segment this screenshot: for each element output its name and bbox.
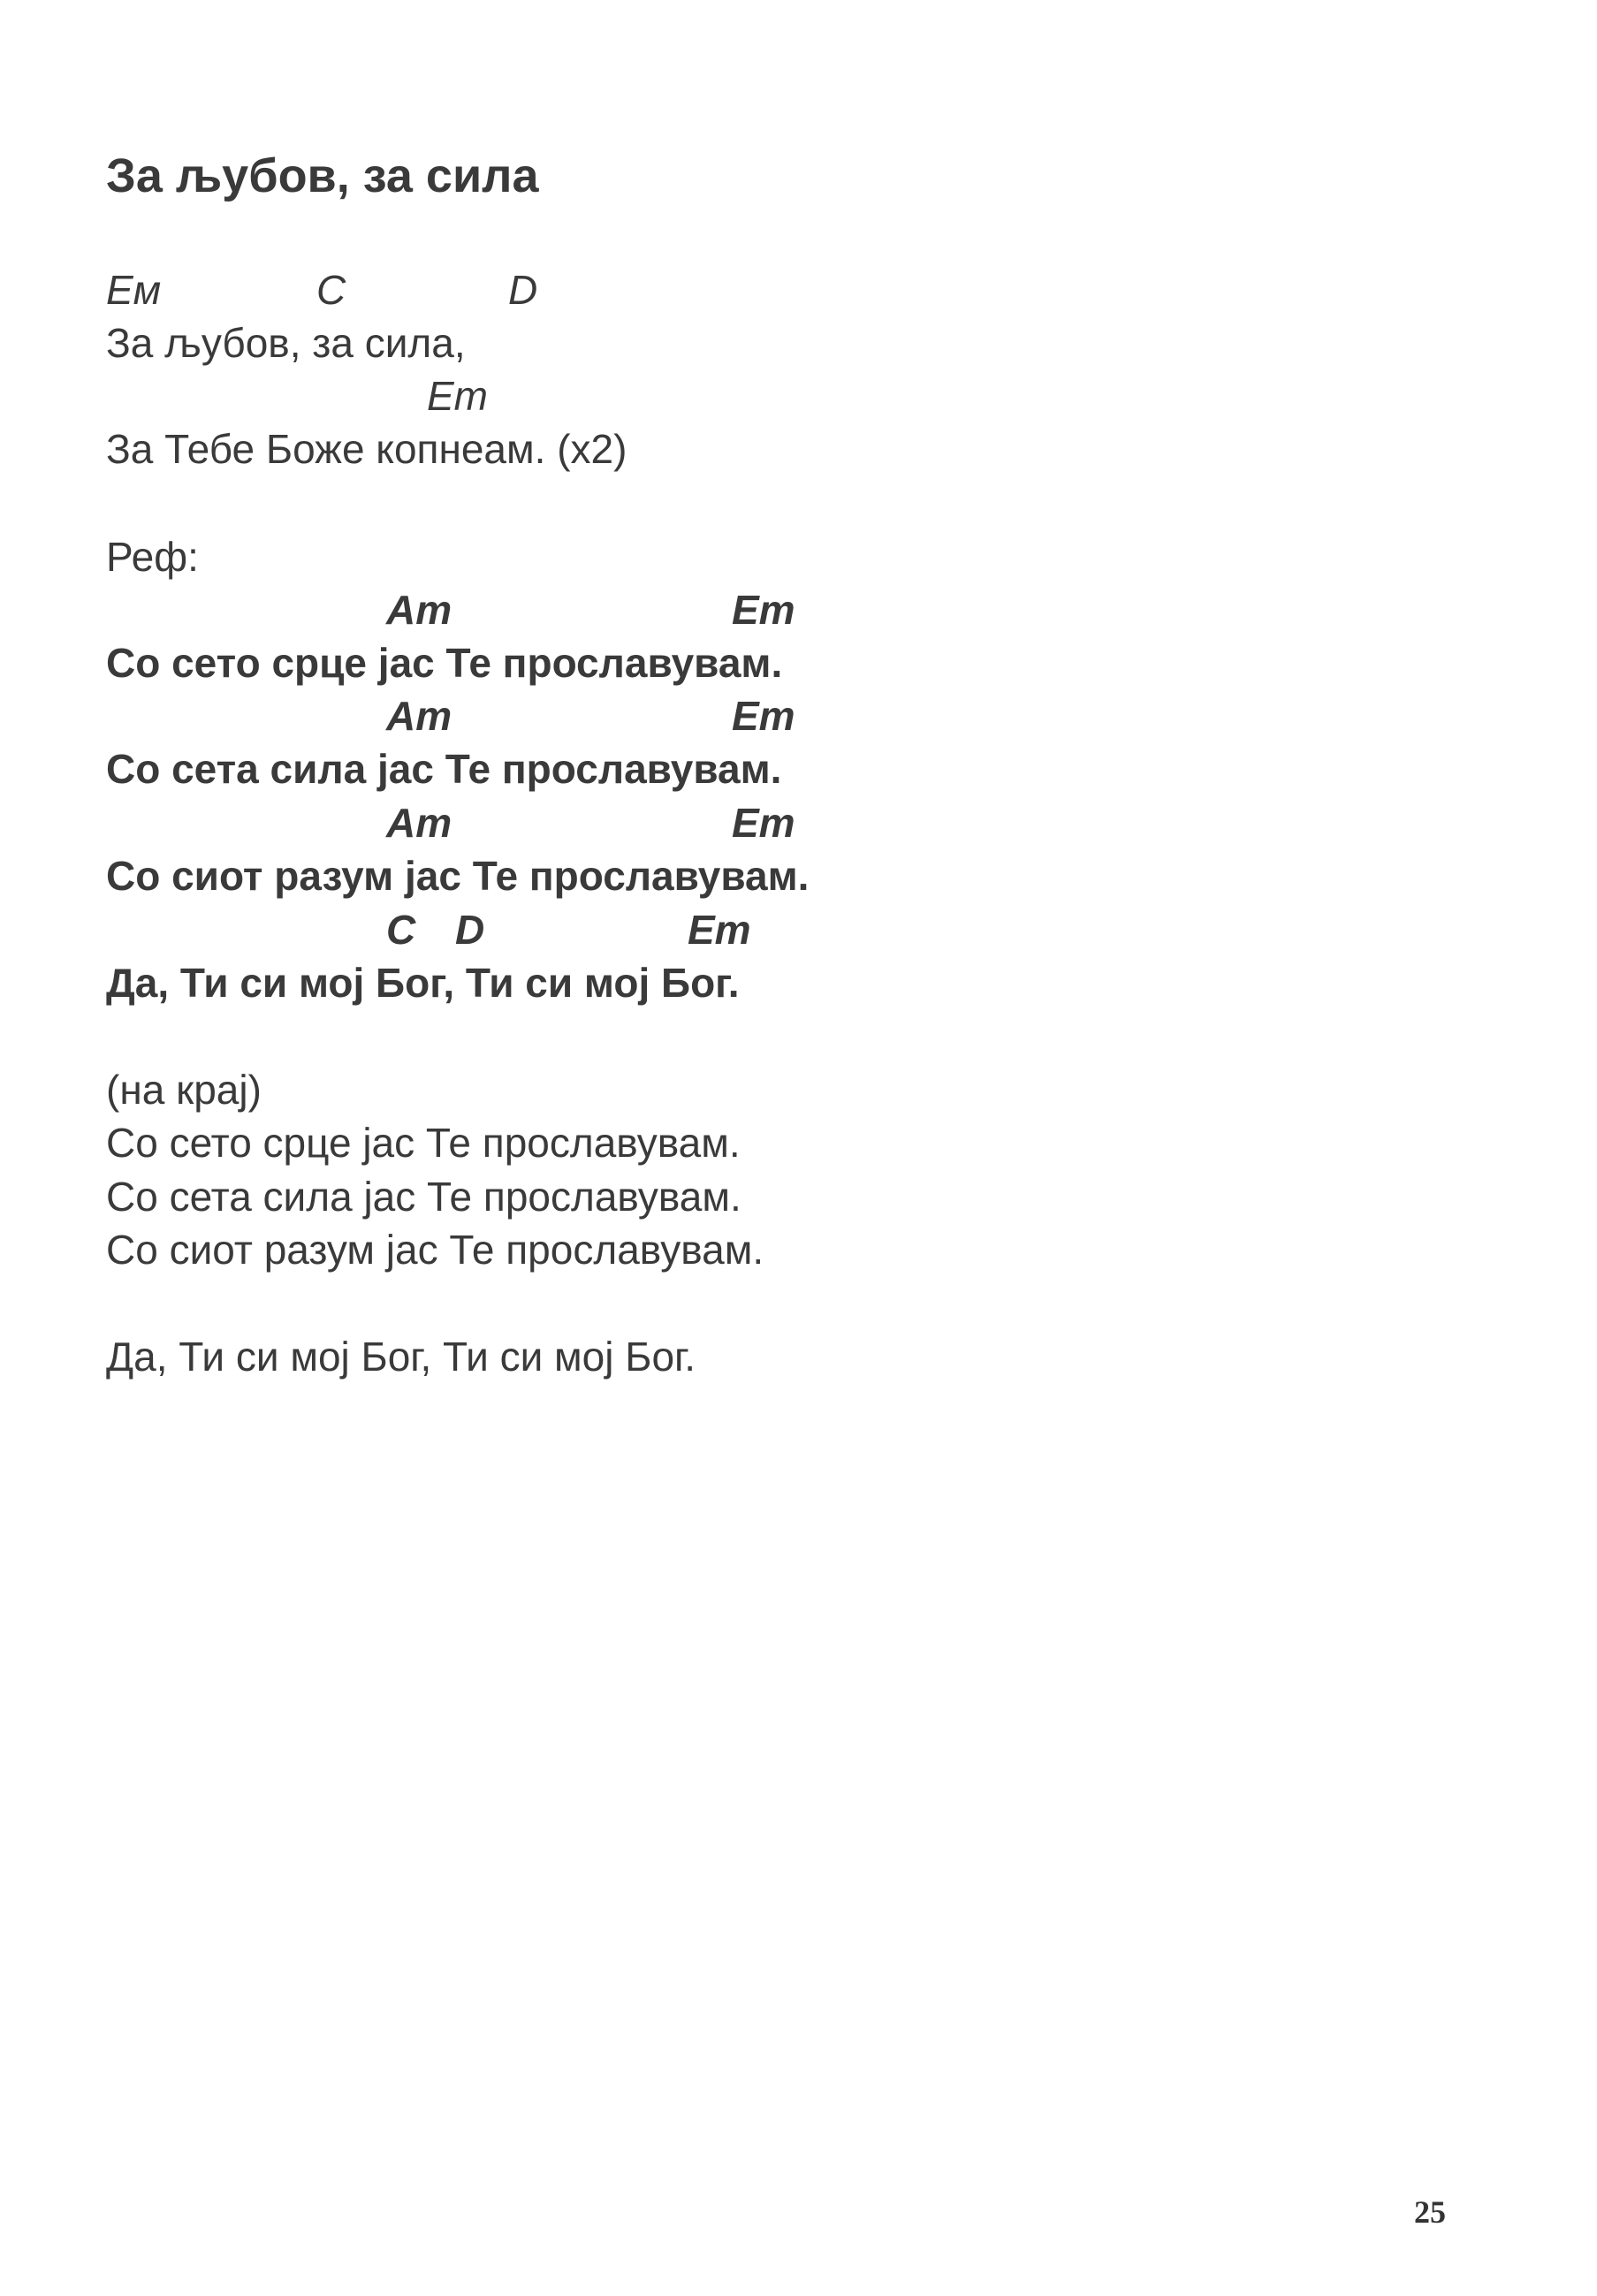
song-title: За љубов, за сила <box>106 149 539 202</box>
chord: Ем <box>106 267 162 313</box>
chord: Em <box>688 907 751 953</box>
ending-label: (на крај) <box>106 1067 262 1113</box>
chord: Em <box>732 587 795 633</box>
ending-lyric-line-1: Со сето срце јас Те прославувам. <box>106 1120 741 1166</box>
chord: Am <box>386 800 452 846</box>
chord: D <box>508 267 538 313</box>
chord: Em <box>732 693 795 739</box>
ending-lyric-line-2: Со сета сила јас Те прославувам. <box>106 1174 741 1220</box>
chorus-label: Реф: <box>106 534 199 580</box>
chord: Am <box>386 693 452 739</box>
chord: C <box>316 267 346 313</box>
verse-lyric-line-1: За љубов, за сила, <box>106 320 466 366</box>
page-number: 25 <box>1414 2194 1446 2230</box>
chorus-lyric-line-4: Да, Ти си мој Бог, Ти си мој Бог. <box>106 960 740 1006</box>
chorus-lyric-line-1: Со сето срце јас Те прославувам. <box>106 640 783 686</box>
verse-lyric-line-2: За Тебе Боже копнеам. (x2) <box>106 426 627 472</box>
chorus-lyric-line-2: Со сета сила јас Те прославувам. <box>106 746 782 792</box>
chord: Em <box>427 373 488 419</box>
ending-lyric-line-3: Со сиот разум јас Те прославувам. <box>106 1227 764 1273</box>
chord: D <box>455 907 485 953</box>
chord: C <box>386 907 416 953</box>
chord: Am <box>386 587 452 633</box>
final-lyric-line: Да, Ти си мој Бог, Ти си мој Бог. <box>106 1334 696 1380</box>
chorus-lyric-line-3: Со сиот разум јас Те прославувам. <box>106 853 810 899</box>
chord: Em <box>732 800 795 846</box>
